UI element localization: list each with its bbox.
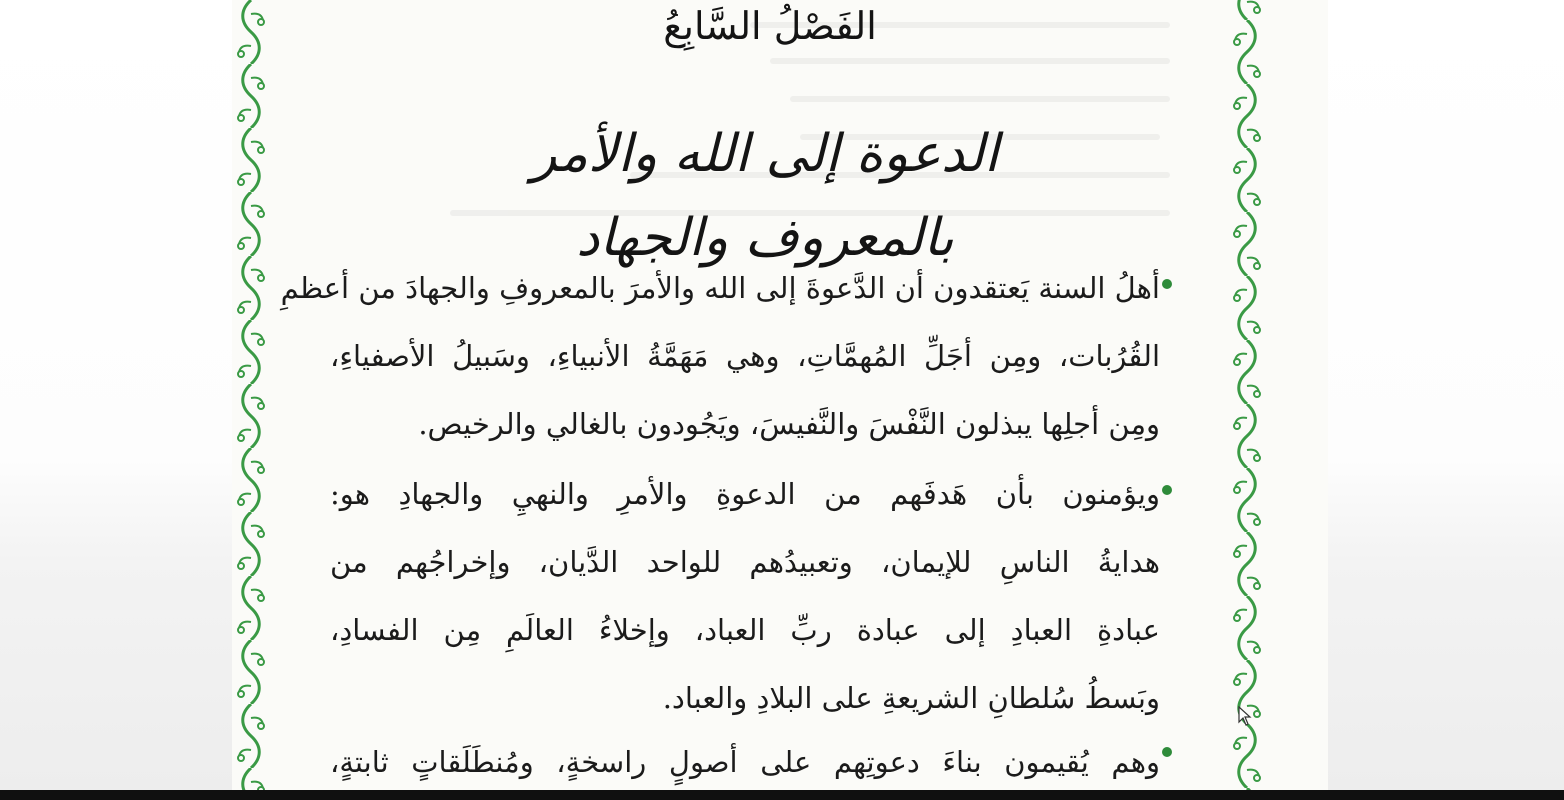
bullet-3-icon (1162, 747, 1172, 757)
paragraph-1-line-2: القُرُبات، ومِن أجَلِّ المُهمَّاتِ، وهي مَهَمَّةُ الأنبياءِ، وسَبيلُ الأصفياءِ، (330, 339, 1160, 373)
paragraph-1-line-3: ومِن أجلِها يبذلون النَّفْسَ والنَّفيسَ، ويَجُودون بالغالي والرخيص. (418, 407, 1160, 441)
paragraph-3 (330, 728, 1160, 790)
paragraph-2-line-1: ويؤمنون بأن هَدفَهم من الدعوةِ والأمرِ والنهيِ والجهادِ هو: (330, 477, 1160, 511)
paragraph-2 (330, 460, 1160, 732)
floral-border-left (234, 0, 268, 790)
paragraph-2-line-2: هدايةُ الناسِ للإيمان، وتعبيدُهم للواحد الدَّيان، وإخراجُهم من (330, 545, 1160, 579)
floral-border-right (1230, 0, 1264, 790)
player-bottom-bar (0, 790, 1564, 800)
chapter-heading: الفَصْلُ السَّابِعُ (663, 4, 877, 48)
bullet-1-icon (1162, 279, 1172, 289)
mouse-pointer-icon (1238, 706, 1254, 728)
paragraph-1 (280, 254, 1160, 458)
paragraph-2-line-4: وبَسطُ سُلطانِ الشريعةِ على البلادِ والعباد. (662, 681, 1160, 715)
paragraph-2-line-3: عبادةِ العبادِ إلى عبادة ربِّ العباد، وإخلاءُ العالَمِ مِن الفسادِ، (330, 613, 1160, 647)
paragraph-3-line-1: وهم يُقيمون بناءَ دعوتِهم على أصولٍ راسخةٍ، ومُنطَلَقاتٍ ثابتةٍ، (330, 745, 1160, 779)
paragraph-1-line-1: أهلُ السنة يَعتقدون أن الدَّعوةَ إلى الله والأمرَ بالمعروفِ والجهادَ من أعظمِ (280, 271, 1160, 305)
bullet-2-icon (1162, 485, 1172, 495)
chapter-title: الدعوة إلى الله والأمر بالمعروف والجهاد (531, 124, 999, 268)
